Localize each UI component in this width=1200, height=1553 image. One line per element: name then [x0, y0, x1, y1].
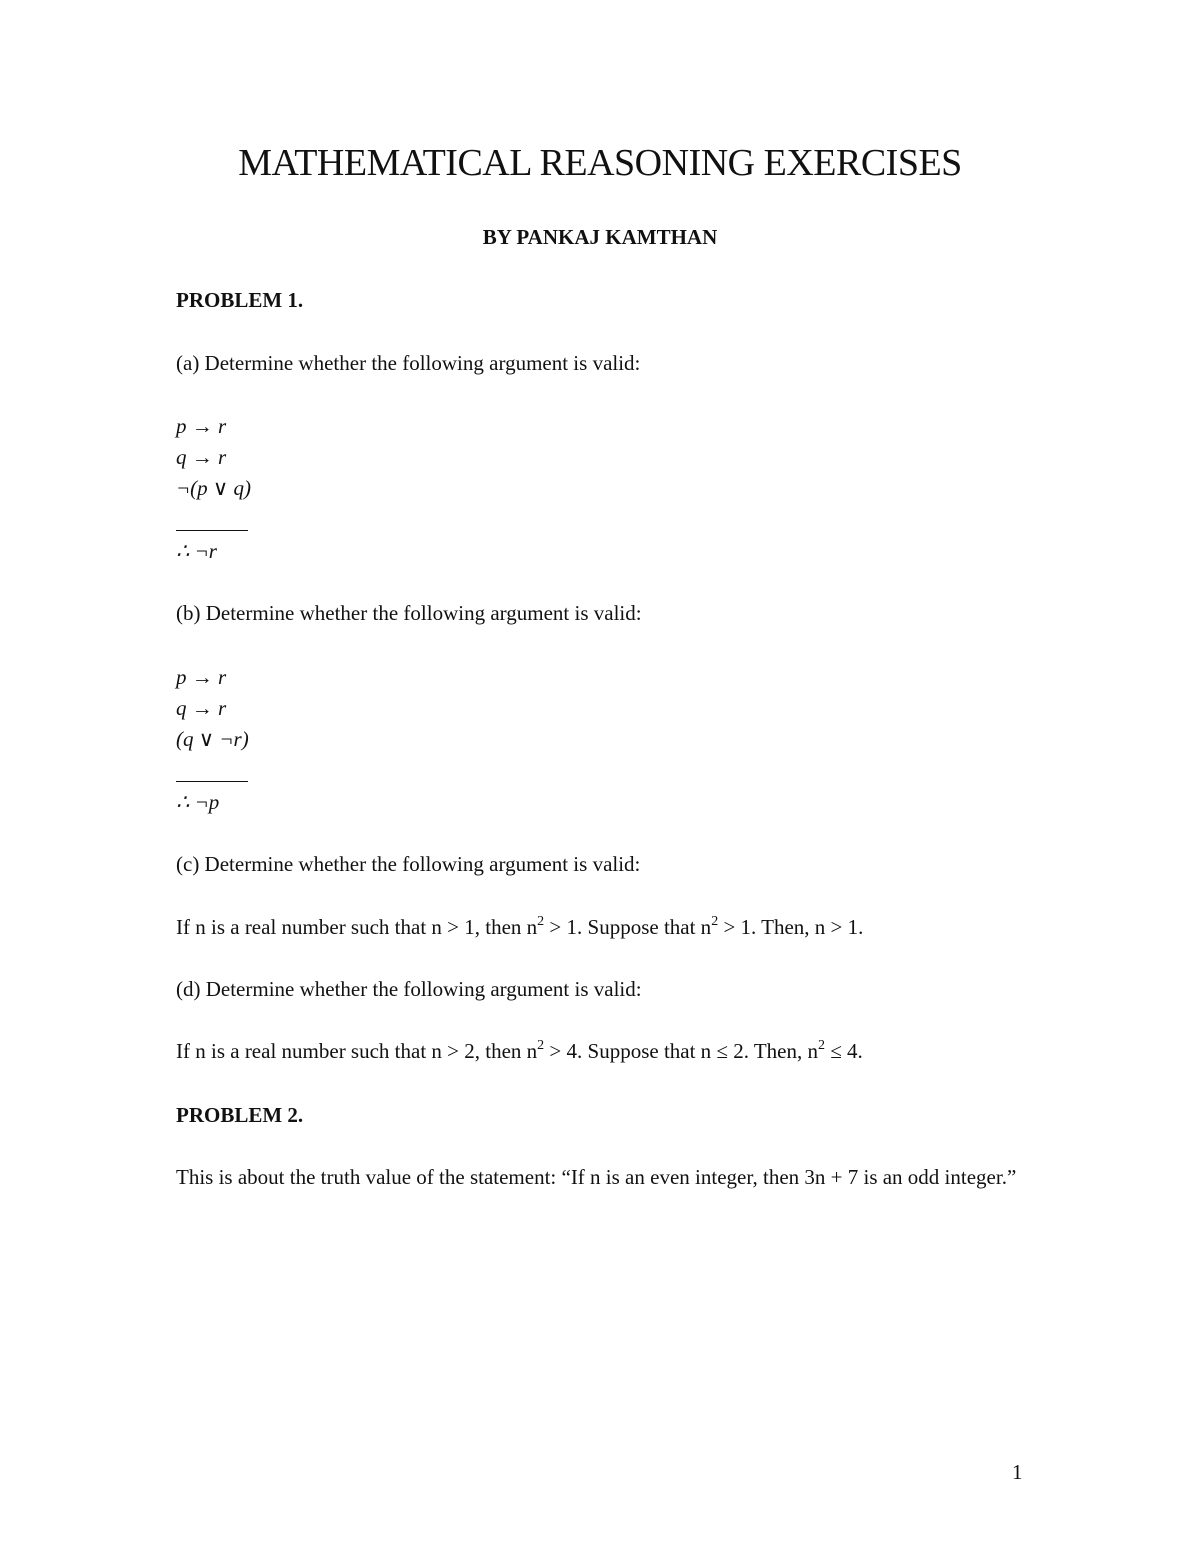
problem-1c-argument — [176, 913, 863, 941]
problem-1c-superscript-2: 2 — [711, 914, 719, 929]
problem-1b-prompt: (b) Determine whether the following argument is valid: — [176, 601, 642, 625]
problem-1d-argument — [176, 1037, 863, 1065]
problem-1d-text-1: If n is a real number such that n > 2, then n — [176, 1039, 538, 1063]
problem-1a-premise-1: p → r — [176, 414, 227, 438]
problem-1a-conclusion: ∴ ¬r — [176, 539, 217, 563]
problem-1b-premise-1: p → r — [176, 665, 227, 689]
problem-1b-premise-2: q → r — [176, 696, 227, 720]
problem-1c-text-1: If n is a real number such that n > 1, then n — [176, 915, 538, 939]
problem-1a-premise-3: ¬(p ∨ q) — [176, 476, 252, 500]
problem-1a-prompt: (a) Determine whether the following argument is valid: — [176, 351, 641, 375]
problem-1d-superscript-1: 2 — [537, 1038, 545, 1053]
problem-1c-prompt: (c) Determine whether the following argument is valid: — [176, 852, 641, 876]
problem-1b-conclusion: ∴ ¬p — [176, 790, 220, 814]
problem-1b-premise-3: (q ∨ ¬r) — [176, 727, 249, 751]
document-title: MATHEMATICAL REASONING EXERCISES — [238, 142, 962, 184]
problem-1d-text-3: ≤ 4. — [824, 1039, 863, 1063]
problem-1b-conclusion-rule — [176, 781, 248, 782]
problem-2-heading: PROBLEM 2. — [176, 1103, 304, 1127]
problem-1d-superscript-2: 2 — [817, 1038, 825, 1053]
problem-1d-prompt: (d) Determine whether the following argument is valid: — [176, 977, 642, 1001]
problem-2-text: This is about the truth value of the statement: “If n is an even integer, then 3n + 7 is an odd integer.” — [176, 1165, 1017, 1189]
problem-1a-conclusion-rule — [176, 530, 248, 531]
problem-1-heading: PROBLEM 1. — [176, 288, 304, 312]
page-number: 1 — [1012, 1460, 1023, 1484]
document-author: BY PANKAJ KAMTHAN — [482, 225, 718, 249]
problem-1d-text-2: > 4. Suppose that n ≤ 2. Then, n — [544, 1039, 818, 1063]
problem-1c-text-2: > 1. Suppose that n — [544, 915, 712, 939]
problem-1c-superscript-1: 2 — [537, 914, 545, 929]
problem-1a-premise-2: q → r — [176, 445, 227, 469]
problem-1c-text-3: > 1. Then, n > 1. — [718, 915, 864, 939]
